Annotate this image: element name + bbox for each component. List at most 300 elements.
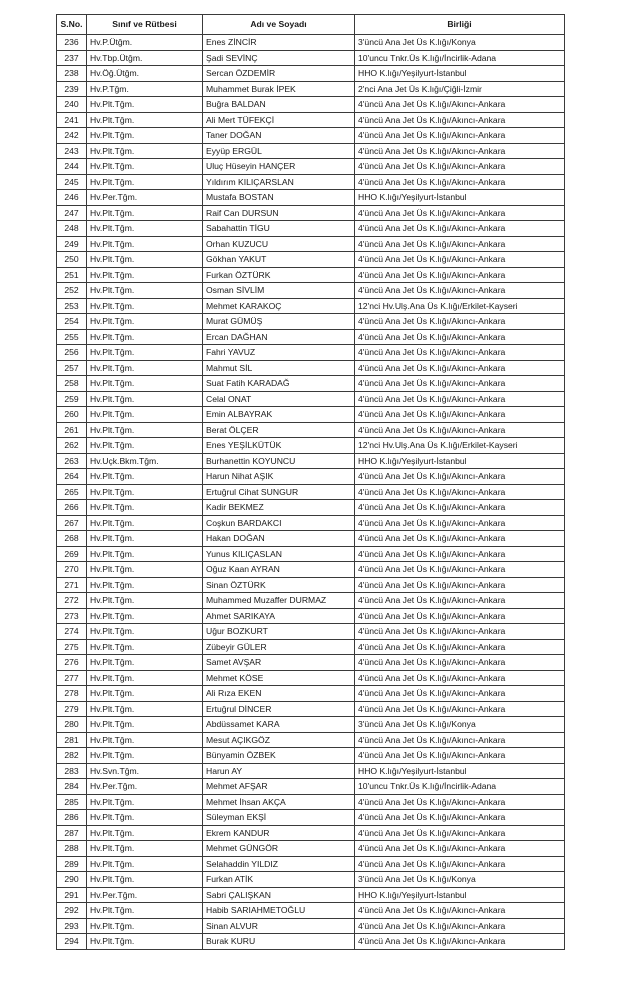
cell-name-surname: Sabri ÇALIŞKAN (203, 887, 355, 903)
table-row (57, 624, 565, 640)
cell-name-surname: Sercan ÖZDEMİR (203, 66, 355, 82)
table-row (57, 236, 565, 252)
table-row (57, 825, 565, 841)
cell-name-surname: Muhammed Muzaffer DURMAZ (203, 593, 355, 609)
table-row (57, 453, 565, 469)
cell-unit: HHO K.lığı/Yeşilyurt-İstanbul (355, 66, 565, 82)
table-header-row (57, 15, 565, 35)
cell-serial-no: 292 (57, 903, 87, 919)
cell-class-rank: Hv.Plt.Tğm. (87, 128, 203, 144)
cell-class-rank: Hv.Plt.Tğm. (87, 577, 203, 593)
cell-serial-no: 277 (57, 670, 87, 686)
table-row (57, 686, 565, 702)
cell-class-rank: Hv.Plt.Tğm. (87, 422, 203, 438)
table-row (57, 345, 565, 361)
table-row (57, 639, 565, 655)
cell-serial-no: 291 (57, 887, 87, 903)
cell-unit: 4'üncü Ana Jet Üs K.lığı/Akıncı-Ankara (355, 515, 565, 531)
cell-serial-no: 264 (57, 469, 87, 485)
cell-unit: 4'üncü Ana Jet Üs K.lığı/Akıncı-Ankara (355, 329, 565, 345)
cell-unit: 4'üncü Ana Jet Üs K.lığı/Akıncı-Ankara (355, 546, 565, 562)
cell-class-rank: Hv.P.Tğm. (87, 81, 203, 97)
cell-serial-no: 281 (57, 732, 87, 748)
cell-class-rank: Hv.Plt.Tğm. (87, 608, 203, 624)
table-row (57, 918, 565, 934)
cell-name-surname: Oğuz Kaan AYRAN (203, 562, 355, 578)
cell-class-rank: Hv.P.Ütğm. (87, 35, 203, 51)
cell-class-rank: Hv.Plt.Tğm. (87, 531, 203, 547)
cell-unit: 4'üncü Ana Jet Üs K.lığı/Akıncı-Ankara (355, 732, 565, 748)
cell-serial-no: 287 (57, 825, 87, 841)
table-row (57, 841, 565, 857)
cell-class-rank: Hv.Plt.Tğm. (87, 438, 203, 454)
cell-serial-no: 288 (57, 841, 87, 857)
cell-class-rank: Hv.Plt.Tğm. (87, 934, 203, 950)
cell-class-rank: Hv.Plt.Tğm. (87, 360, 203, 376)
cell-unit: 4'üncü Ana Jet Üs K.lığı/Akıncı-Ankara (355, 639, 565, 655)
cell-serial-no: 286 (57, 810, 87, 826)
cell-unit: 3'üncü Ana Jet Üs K.lığı/Konya (355, 717, 565, 733)
cell-class-rank: Hv.Plt.Tğm. (87, 252, 203, 268)
cell-serial-no: 278 (57, 686, 87, 702)
cell-unit: 4'üncü Ana Jet Üs K.lığı/Akıncı-Ankara (355, 856, 565, 872)
table-row (57, 438, 565, 454)
cell-class-rank: Hv.Plt.Tğm. (87, 515, 203, 531)
cell-class-rank: Hv.Uçk.Bkm.Tğm. (87, 453, 203, 469)
cell-name-surname: Ahmet SARIKAYA (203, 608, 355, 624)
cell-name-surname: Sinan ÖZTÜRK (203, 577, 355, 593)
cell-name-surname: Yunus KILIÇASLAN (203, 546, 355, 562)
cell-serial-no: 283 (57, 763, 87, 779)
cell-name-surname: Mesut AÇIKGÖZ (203, 732, 355, 748)
table-row (57, 314, 565, 330)
table-row (57, 810, 565, 826)
cell-serial-no: 256 (57, 345, 87, 361)
cell-unit: 4'üncü Ana Jet Üs K.lığı/Akıncı-Ankara (355, 841, 565, 857)
cell-serial-no: 258 (57, 376, 87, 392)
table-row (57, 593, 565, 609)
cell-class-rank: Hv.Tbp.Ütğm. (87, 50, 203, 66)
cell-unit: 4'üncü Ana Jet Üs K.lığı/Akıncı-Ankara (355, 422, 565, 438)
cell-serial-no: 257 (57, 360, 87, 376)
cell-unit: 4'üncü Ana Jet Üs K.lığı/Akıncı-Ankara (355, 531, 565, 547)
cell-serial-no: 293 (57, 918, 87, 934)
cell-class-rank: Hv.Plt.Tğm. (87, 298, 203, 314)
cell-serial-no: 274 (57, 624, 87, 640)
table-row (57, 143, 565, 159)
cell-unit: 4'üncü Ana Jet Üs K.lığı/Akıncı-Ankara (355, 608, 565, 624)
cell-class-rank: Hv.Plt.Tğm. (87, 484, 203, 500)
cell-serial-no: 268 (57, 531, 87, 547)
table-row (57, 577, 565, 593)
table-row (57, 887, 565, 903)
cell-unit: 4'üncü Ana Jet Üs K.lığı/Akıncı-Ankara (355, 112, 565, 128)
table-row (57, 112, 565, 128)
cell-name-surname: Mahmut SİL (203, 360, 355, 376)
cell-unit: 4'üncü Ana Jet Üs K.lığı/Akıncı-Ankara (355, 794, 565, 810)
cell-unit: 4'üncü Ana Jet Üs K.lığı/Akıncı-Ankara (355, 97, 565, 113)
cell-unit: 4'üncü Ana Jet Üs K.lığı/Akıncı-Ankara (355, 252, 565, 268)
cell-serial-no: 242 (57, 128, 87, 144)
table-row (57, 732, 565, 748)
cell-serial-no: 236 (57, 35, 87, 51)
cell-name-surname: Murat GÜMÜŞ (203, 314, 355, 330)
cell-serial-no: 263 (57, 453, 87, 469)
cell-class-rank: Hv.Plt.Tğm. (87, 500, 203, 516)
cell-unit: 4'üncü Ana Jet Üs K.lığı/Akıncı-Ankara (355, 562, 565, 578)
cell-unit: 4'üncü Ana Jet Üs K.lığı/Akıncı-Ankara (355, 391, 565, 407)
table-row (57, 283, 565, 299)
cell-class-rank: Hv.Plt.Tğm. (87, 376, 203, 392)
cell-class-rank: Hv.Plt.Tğm. (87, 205, 203, 221)
table-row (57, 903, 565, 919)
cell-class-rank: Hv.Plt.Tğm. (87, 810, 203, 826)
table-row (57, 159, 565, 175)
cell-serial-no: 253 (57, 298, 87, 314)
cell-class-rank: Hv.Plt.Tğm. (87, 469, 203, 485)
cell-class-rank: Hv.Plt.Tğm. (87, 345, 203, 361)
table-row (57, 81, 565, 97)
table-row (57, 267, 565, 283)
cell-serial-no: 254 (57, 314, 87, 330)
cell-unit: 4'üncü Ana Jet Üs K.lığı/Akıncı-Ankara (355, 143, 565, 159)
cell-name-surname: Mehmet AFŞAR (203, 779, 355, 795)
cell-unit: 4'üncü Ana Jet Üs K.lığı/Akıncı-Ankara (355, 174, 565, 190)
cell-name-surname: Uluç Hüseyin HANÇER (203, 159, 355, 175)
header-unit: Birliği (355, 15, 565, 35)
cell-unit: 4'üncü Ana Jet Üs K.lığı/Akıncı-Ankara (355, 500, 565, 516)
cell-serial-no: 255 (57, 329, 87, 345)
cell-name-surname: Suat Fatih KARADAĞ (203, 376, 355, 392)
cell-unit: 4'üncü Ana Jet Üs K.lığı/Akıncı-Ankara (355, 267, 565, 283)
cell-class-rank: Hv.Plt.Tğm. (87, 159, 203, 175)
cell-serial-no: 261 (57, 422, 87, 438)
cell-class-rank: Hv.Plt.Tğm. (87, 670, 203, 686)
table-row (57, 174, 565, 190)
cell-class-rank: Hv.Plt.Tğm. (87, 407, 203, 423)
cell-name-surname: Gökhan YAKUT (203, 252, 355, 268)
cell-name-surname: Burhanettin KOYUNCU (203, 453, 355, 469)
table-row (57, 35, 565, 51)
table-row (57, 128, 565, 144)
cell-serial-no: 284 (57, 779, 87, 795)
cell-unit: 4'üncü Ana Jet Üs K.lığı/Akıncı-Ankara (355, 376, 565, 392)
cell-serial-no: 280 (57, 717, 87, 733)
cell-serial-no: 260 (57, 407, 87, 423)
cell-name-surname: Bünyamin ÖZBEK (203, 748, 355, 764)
cell-serial-no: 266 (57, 500, 87, 516)
cell-class-rank: Hv.Plt.Tğm. (87, 639, 203, 655)
cell-name-surname: Emin ALBAYRAK (203, 407, 355, 423)
cell-class-rank: Hv.Plt.Tğm. (87, 701, 203, 717)
table-row (57, 407, 565, 423)
cell-class-rank: Hv.Plt.Tğm. (87, 872, 203, 888)
cell-name-surname: Furkan ÖZTÜRK (203, 267, 355, 283)
cell-name-surname: Eyyüp ERGÜL (203, 143, 355, 159)
cell-class-rank: Hv.Plt.Tğm. (87, 624, 203, 640)
table-row (57, 856, 565, 872)
cell-serial-no: 239 (57, 81, 87, 97)
cell-name-surname: Raif Can DURSUN (203, 205, 355, 221)
cell-serial-no: 251 (57, 267, 87, 283)
cell-name-surname: Zübeyir GÜLER (203, 639, 355, 655)
cell-name-surname: Harun AY (203, 763, 355, 779)
personnel-table (56, 14, 565, 950)
cell-unit: 3'üncü Ana Jet Üs K.lığı/Konya (355, 35, 565, 51)
cell-name-surname: Enes ZİNCİR (203, 35, 355, 51)
cell-serial-no: 279 (57, 701, 87, 717)
cell-name-surname: Habib SARIAHMETOĞLU (203, 903, 355, 919)
cell-name-surname: Selahaddin YILDIZ (203, 856, 355, 872)
table-row (57, 500, 565, 516)
table-row (57, 469, 565, 485)
cell-serial-no: 245 (57, 174, 87, 190)
cell-name-surname: Mehmet GÜNGÖR (203, 841, 355, 857)
table-row (57, 50, 565, 66)
cell-unit: 4'üncü Ana Jet Üs K.lığı/Akıncı-Ankara (355, 655, 565, 671)
cell-serial-no: 272 (57, 593, 87, 609)
cell-unit: 4'üncü Ana Jet Üs K.lığı/Akıncı-Ankara (355, 934, 565, 950)
table-row (57, 670, 565, 686)
table-row (57, 748, 565, 764)
cell-unit: 4'üncü Ana Jet Üs K.lığı/Akıncı-Ankara (355, 624, 565, 640)
cell-unit: 4'üncü Ana Jet Üs K.lığı/Akıncı-Ankara (355, 903, 565, 919)
cell-unit: 4'üncü Ana Jet Üs K.lığı/Akıncı-Ankara (355, 686, 565, 702)
table-row (57, 97, 565, 113)
cell-serial-no: 262 (57, 438, 87, 454)
cell-name-surname: Coşkun BARDAKCI (203, 515, 355, 531)
table-body (57, 35, 565, 950)
table-row (57, 515, 565, 531)
cell-unit: 4'üncü Ana Jet Üs K.lığı/Akıncı-Ankara (355, 345, 565, 361)
cell-name-surname: Ali Rıza EKEN (203, 686, 355, 702)
table-row (57, 562, 565, 578)
cell-serial-no: 271 (57, 577, 87, 593)
cell-serial-no: 275 (57, 639, 87, 655)
cell-class-rank: Hv.Plt.Tğm. (87, 97, 203, 113)
table-row (57, 190, 565, 206)
cell-name-surname: Orhan KUZUCU (203, 236, 355, 252)
cell-class-rank: Hv.Plt.Tğm. (87, 267, 203, 283)
header-name-surname: Adı ve Soyadı (203, 15, 355, 35)
cell-class-rank: Hv.Plt.Tğm. (87, 546, 203, 562)
table-row (57, 872, 565, 888)
header-class-rank: Sınıf ve Rütbesi (87, 15, 203, 35)
cell-unit: 4'üncü Ana Jet Üs K.lığı/Akıncı-Ankara (355, 128, 565, 144)
table-row (57, 531, 565, 547)
cell-serial-no: 290 (57, 872, 87, 888)
cell-serial-no: 241 (57, 112, 87, 128)
cell-class-rank: Hv.Plt.Tğm. (87, 391, 203, 407)
cell-serial-no: 252 (57, 283, 87, 299)
table-row (57, 934, 565, 950)
cell-name-surname: Berat ÖLÇER (203, 422, 355, 438)
cell-name-surname: Mehmet İhsan AKÇA (203, 794, 355, 810)
cell-unit: 10'uncu Tnkr.Üs K.lığı/İncirlik-Adana (355, 50, 565, 66)
cell-name-surname: Mehmet KÖSE (203, 670, 355, 686)
table-row (57, 484, 565, 500)
cell-unit: 12'nci Hv.Ulş.Ana Üs K.lığı/Erkilet-Kayseri (355, 298, 565, 314)
table-row (57, 763, 565, 779)
cell-serial-no: 250 (57, 252, 87, 268)
cell-unit: 4'üncü Ana Jet Üs K.lığı/Akıncı-Ankara (355, 670, 565, 686)
cell-class-rank: Hv.Plt.Tğm. (87, 856, 203, 872)
cell-class-rank: Hv.Per.Tğm. (87, 779, 203, 795)
cell-class-rank: Hv.Plt.Tğm. (87, 841, 203, 857)
cell-unit: 4'üncü Ana Jet Üs K.lığı/Akıncı-Ankara (355, 701, 565, 717)
cell-name-surname: Şadi SEVİNÇ (203, 50, 355, 66)
table-row (57, 779, 565, 795)
cell-unit: 4'üncü Ana Jet Üs K.lığı/Akıncı-Ankara (355, 825, 565, 841)
cell-unit: HHO K.lığı/Yeşilyurt-İstanbul (355, 887, 565, 903)
cell-unit: 4'üncü Ana Jet Üs K.lığı/Akıncı-Ankara (355, 593, 565, 609)
cell-name-surname: Buğra BALDAN (203, 97, 355, 113)
cell-name-surname: Yıldırım KILIÇARSLAN (203, 174, 355, 190)
cell-class-rank: Hv.Öğ.Ütğm. (87, 66, 203, 82)
cell-name-surname: Sinan ALVUR (203, 918, 355, 934)
cell-serial-no: 289 (57, 856, 87, 872)
cell-name-surname: Celal ONAT (203, 391, 355, 407)
header-serial-no: S.No. (57, 15, 87, 35)
table-row (57, 608, 565, 624)
cell-class-rank: Hv.Plt.Tğm. (87, 593, 203, 609)
cell-name-surname: Fahri YAVUZ (203, 345, 355, 361)
cell-unit: HHO K.lığı/Yeşilyurt-İstanbul (355, 763, 565, 779)
cell-name-surname: Süleyman EKŞİ (203, 810, 355, 826)
cell-class-rank: Hv.Plt.Tğm. (87, 314, 203, 330)
cell-unit: 4'üncü Ana Jet Üs K.lığı/Akıncı-Ankara (355, 360, 565, 376)
cell-unit: 4'üncü Ana Jet Üs K.lığı/Akıncı-Ankara (355, 577, 565, 593)
cell-serial-no: 247 (57, 205, 87, 221)
table-row (57, 221, 565, 237)
table-row (57, 205, 565, 221)
table-row (57, 701, 565, 717)
cell-name-surname: Muhammet Burak İPEK (203, 81, 355, 97)
table-row (57, 655, 565, 671)
cell-class-rank: Hv.Plt.Tğm. (87, 112, 203, 128)
cell-name-surname: Enes YEŞİLKÜTÜK (203, 438, 355, 454)
cell-unit: HHO K.lığı/Yeşilyurt-İstanbul (355, 453, 565, 469)
cell-name-surname: Mustafa BOSTAN (203, 190, 355, 206)
cell-unit: 4'üncü Ana Jet Üs K.lığı/Akıncı-Ankara (355, 469, 565, 485)
cell-name-surname: Harun Nihat AŞIK (203, 469, 355, 485)
cell-serial-no: 294 (57, 934, 87, 950)
cell-unit: 4'üncü Ana Jet Üs K.lığı/Akıncı-Ankara (355, 484, 565, 500)
cell-serial-no: 269 (57, 546, 87, 562)
cell-serial-no: 246 (57, 190, 87, 206)
cell-unit: 4'üncü Ana Jet Üs K.lığı/Akıncı-Ankara (355, 205, 565, 221)
cell-name-surname: Burak KURU (203, 934, 355, 950)
table-row (57, 66, 565, 82)
cell-class-rank: Hv.Plt.Tğm. (87, 174, 203, 190)
cell-name-surname: Taner DOĞAN (203, 128, 355, 144)
table-row (57, 391, 565, 407)
cell-class-rank: Hv.Plt.Tğm. (87, 825, 203, 841)
cell-class-rank: Hv.Plt.Tğm. (87, 236, 203, 252)
cell-class-rank: Hv.Plt.Tğm. (87, 562, 203, 578)
table-row (57, 376, 565, 392)
cell-serial-no: 276 (57, 655, 87, 671)
cell-serial-no: 267 (57, 515, 87, 531)
cell-class-rank: Hv.Plt.Tğm. (87, 143, 203, 159)
table-row (57, 329, 565, 345)
cell-serial-no: 240 (57, 97, 87, 113)
cell-name-surname: Osman SİVLİM (203, 283, 355, 299)
cell-name-surname: Uğur BOZKURT (203, 624, 355, 640)
cell-unit: 4'üncü Ana Jet Üs K.lığı/Akıncı-Ankara (355, 748, 565, 764)
cell-unit: 4'üncü Ana Jet Üs K.lığı/Akıncı-Ankara (355, 159, 565, 175)
cell-class-rank: Hv.Plt.Tğm. (87, 221, 203, 237)
cell-unit: 4'üncü Ana Jet Üs K.lığı/Akıncı-Ankara (355, 221, 565, 237)
cell-serial-no: 265 (57, 484, 87, 500)
cell-unit: 4'üncü Ana Jet Üs K.lığı/Akıncı-Ankara (355, 283, 565, 299)
cell-class-rank: Hv.Plt.Tğm. (87, 329, 203, 345)
cell-serial-no: 238 (57, 66, 87, 82)
cell-name-surname: Sabahattin TİGU (203, 221, 355, 237)
cell-class-rank: Hv.Plt.Tğm. (87, 918, 203, 934)
cell-unit: 4'üncü Ana Jet Üs K.lığı/Akıncı-Ankara (355, 810, 565, 826)
cell-name-surname: Kadir BEKMEZ (203, 500, 355, 516)
cell-name-surname: Hakan DOĞAN (203, 531, 355, 547)
cell-serial-no: 285 (57, 794, 87, 810)
cell-name-surname: Ertuğrul Cihat SUNGUR (203, 484, 355, 500)
cell-name-surname: Samet AVŞAR (203, 655, 355, 671)
cell-unit: 2'nci Ana Jet Üs K.lığı/Çiğli-İzmir (355, 81, 565, 97)
cell-unit: 10'uncu Tnkr.Üs K.lığı/İncirlik-Adana (355, 779, 565, 795)
table-row (57, 717, 565, 733)
cell-unit: 4'üncü Ana Jet Üs K.lığı/Akıncı-Ankara (355, 407, 565, 423)
cell-name-surname: Abdüssamet KARA (203, 717, 355, 733)
table-row (57, 252, 565, 268)
cell-serial-no: 273 (57, 608, 87, 624)
cell-unit: 4'üncü Ana Jet Üs K.lığı/Akıncı-Ankara (355, 236, 565, 252)
cell-class-rank: Hv.Plt.Tğm. (87, 903, 203, 919)
cell-class-rank: Hv.Svn.Tğm. (87, 763, 203, 779)
cell-class-rank: Hv.Plt.Tğm. (87, 655, 203, 671)
cell-class-rank: Hv.Plt.Tğm. (87, 686, 203, 702)
cell-serial-no: 237 (57, 50, 87, 66)
cell-name-surname: Ercan DAĞHAN (203, 329, 355, 345)
cell-serial-no: 249 (57, 236, 87, 252)
cell-serial-no: 282 (57, 748, 87, 764)
cell-name-surname: Furkan ATİK (203, 872, 355, 888)
table-row (57, 422, 565, 438)
table-row (57, 546, 565, 562)
cell-name-surname: Mehmet KARAKOÇ (203, 298, 355, 314)
cell-unit: 12'nci Hv.Ulş.Ana Üs K.lığı/Erkilet-Kayseri (355, 438, 565, 454)
cell-name-surname: Ekrem KANDUR (203, 825, 355, 841)
cell-unit: 3'üncü Ana Jet Üs K.lığı/Konya (355, 872, 565, 888)
cell-unit: 4'üncü Ana Jet Üs K.lığı/Akıncı-Ankara (355, 314, 565, 330)
cell-serial-no: 244 (57, 159, 87, 175)
table-row (57, 360, 565, 376)
table-row (57, 298, 565, 314)
cell-name-surname: Ali Mert TÜFEKÇİ (203, 112, 355, 128)
cell-class-rank: Hv.Per.Tğm. (87, 887, 203, 903)
cell-class-rank: Hv.Plt.Tğm. (87, 794, 203, 810)
cell-name-surname: Ertuğrul DİNCER (203, 701, 355, 717)
cell-class-rank: Hv.Plt.Tğm. (87, 732, 203, 748)
cell-class-rank: Hv.Per.Tğm. (87, 190, 203, 206)
cell-class-rank: Hv.Plt.Tğm. (87, 748, 203, 764)
cell-serial-no: 243 (57, 143, 87, 159)
cell-class-rank: Hv.Plt.Tğm. (87, 717, 203, 733)
cell-serial-no: 259 (57, 391, 87, 407)
cell-unit: HHO K.lığı/Yeşilyurt-İstanbul (355, 190, 565, 206)
table-row (57, 794, 565, 810)
cell-unit: 4'üncü Ana Jet Üs K.lığı/Akıncı-Ankara (355, 918, 565, 934)
cell-serial-no: 270 (57, 562, 87, 578)
